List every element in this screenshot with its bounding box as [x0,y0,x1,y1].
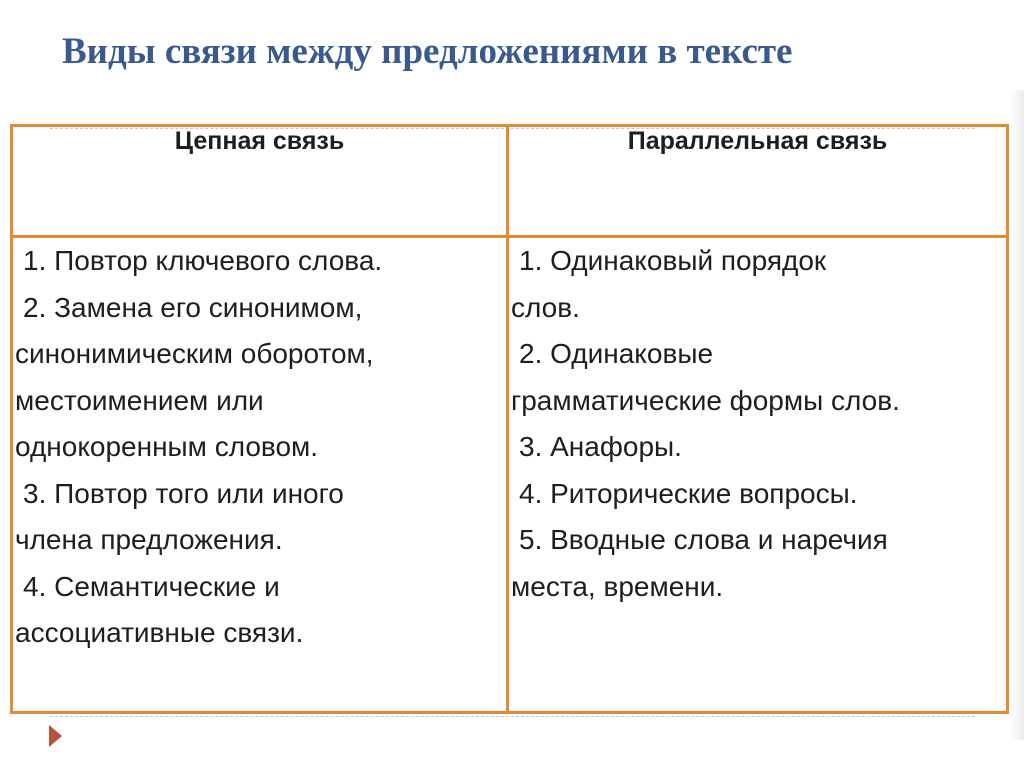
list-item: места, времени. [511,570,724,602]
list-item: однокоренным словом. [15,431,319,462]
list-item: ассоциативные связи. [15,617,304,648]
slide-title: Виды связи между предложениями в тексте [62,31,793,72]
header-chain-link: Цепная связь [12,126,508,237]
list-item: 2. Одинаковые [519,338,714,369]
list-item: члена предложения. [15,524,283,555]
parallel-link-cell [508,237,1008,713]
play-arrow-icon[interactable] [49,725,62,747]
list-item: местоимением или [15,384,264,416]
list-item: синонимическим оборотом, [15,338,374,369]
table-body-row [12,237,1008,713]
list-item: 5. Вводные слова и наречия [519,524,888,555]
comparison-table [10,124,1009,714]
list-item: 4. Семантические и [23,570,280,602]
header-parallel-link: Параллельная связь [508,126,1008,237]
list-item: 2. Замена его синонимом, [23,291,363,323]
table-header-row [12,126,1008,237]
chain-link-cell [12,237,508,713]
list-item: 1. Повтор ключевого слова. [23,245,383,276]
right-edge-shadow [1010,90,1024,740]
bottom-divider [50,716,975,717]
list-item: слов. [511,291,580,323]
list-item: 1. Одинаковый порядок [519,245,827,276]
list-item: 4. Риторические вопросы. [519,477,858,509]
list-item: грамматические формы слов. [511,384,900,416]
list-item: 3. Повтор того или иного [23,477,344,509]
list-item: 3. Анафоры. [519,431,682,462]
